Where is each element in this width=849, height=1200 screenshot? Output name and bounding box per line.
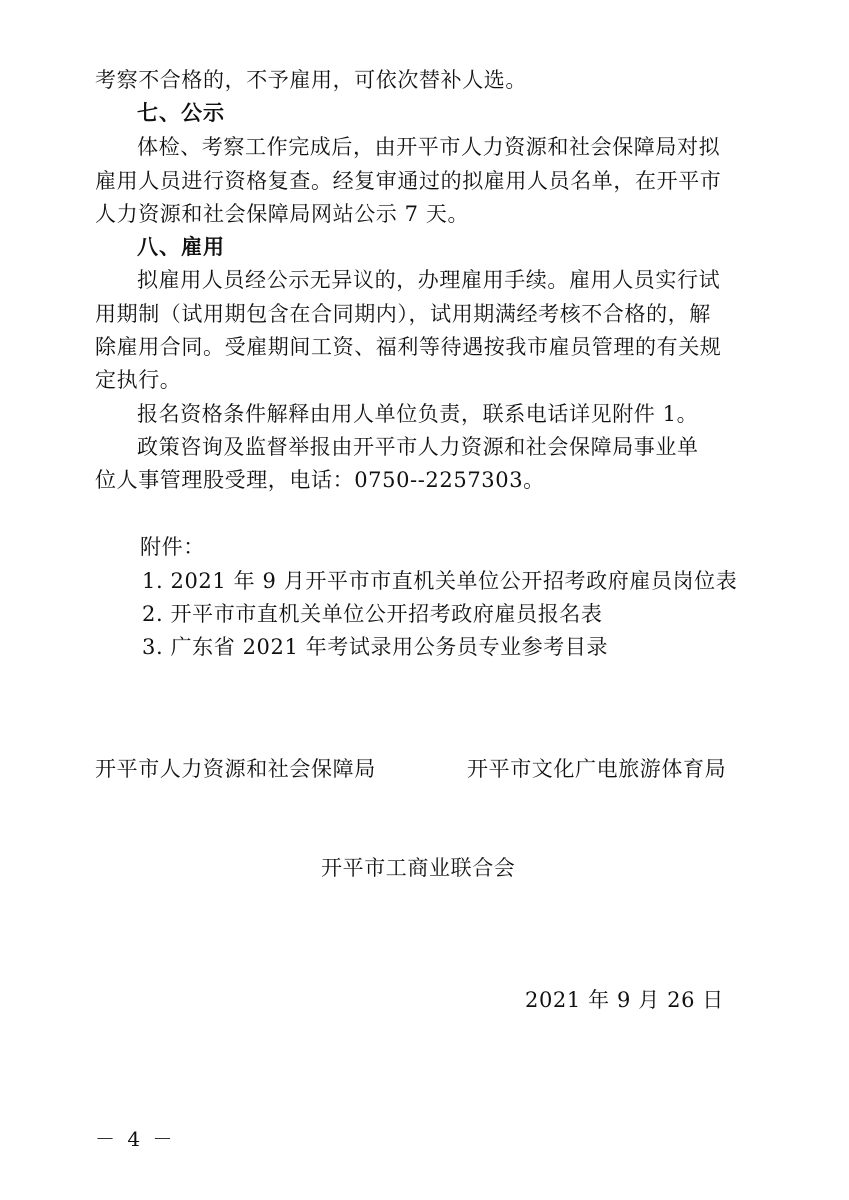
paragraph-line: 报名资格条件解释由用人单位负责，联系电话详见附件 1。 — [137, 402, 699, 426]
paragraph-line: 雇用人员进行资格复查。经复审通过的拟雇用人员名单，在开平市 — [95, 169, 722, 193]
paragraph-line: 用期制（试用期包含在合同期内），试用期满经考核不合格的，解 — [95, 302, 711, 326]
paragraph-line: 除雇用合同。受雇期间工资、福利等待遇按我市雇员管理的有关规 — [95, 335, 722, 359]
signature-org-hr-bureau: 开平市人力资源和社会保障局 — [95, 757, 376, 781]
attachment-item: 3. 广东省 2021 年考试录用公务员专业参考目录 — [142, 635, 609, 659]
paragraph-line: 政策咨询及监督举报由开平市人力资源和社会保障局事业单 — [137, 435, 699, 459]
attachment-item: 2. 开平市市直机关单位公开招考政府雇员报名表 — [142, 602, 603, 626]
attachment-item: 1. 2021 年 9 月开平市市直机关单位公开招考政府雇员岗位表 — [142, 569, 738, 593]
attachments-label: 附件： — [140, 535, 205, 559]
paragraph-line: 体检、考察工作完成后，由开平市人力资源和社会保障局对拟 — [137, 135, 721, 159]
paragraph-line: 人力资源和社会保障局网站公示 7 天。 — [95, 202, 470, 226]
signature-date: 2021 年 9 月 26 日 — [525, 988, 724, 1012]
signature-org-culture-bureau: 开平市文化广电旅游体育局 — [467, 757, 727, 781]
paragraph-line: 考察不合格的，不予雇用，可依次替补人选。 — [95, 68, 527, 92]
signature-org-federation: 开平市工商业联合会 — [321, 856, 516, 880]
section-heading-publicity: 七、公示 — [137, 101, 225, 125]
section-heading-employment: 八、雇用 — [137, 235, 225, 259]
paragraph-line: 定执行。 — [95, 368, 182, 392]
paragraph-line: 位人事管理股受理，电话：0750--2257303。 — [95, 468, 545, 492]
page-number: － 4 － — [95, 1127, 176, 1151]
paragraph-line: 拟雇用人员经公示无异议的，办理雇用手续。雇用人员实行试 — [137, 268, 721, 292]
